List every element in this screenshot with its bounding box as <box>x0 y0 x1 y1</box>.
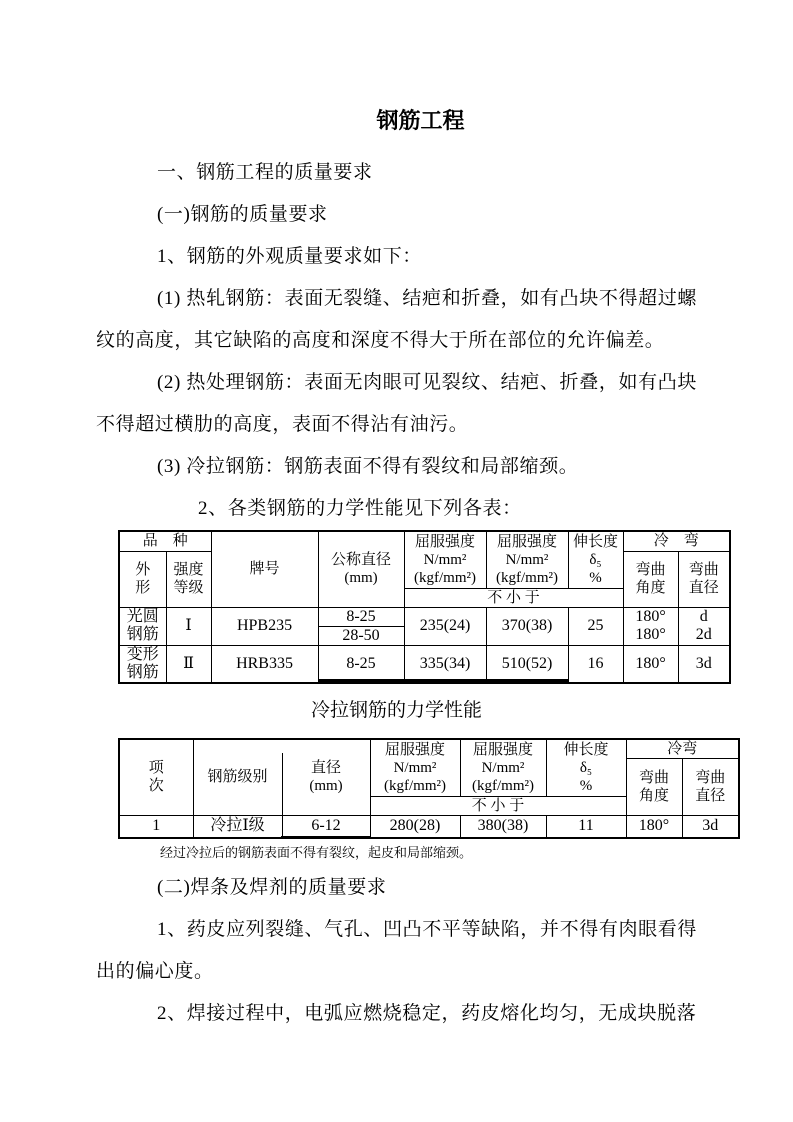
after-tables-section <box>96 867 697 1035</box>
t2-header-diameter <box>282 739 370 816</box>
t1-header-bend-diameter <box>678 551 730 607</box>
t1-header-elongation-line3: % <box>589 569 602 586</box>
t2-header-bend-angle-line1: 弯曲 <box>638 769 669 786</box>
t1-row2-brand: HRB335 <box>211 645 318 683</box>
paragraph-subsection-1: (一)钢筋的质量要求 <box>157 204 328 225</box>
t2-row-level: 冷拉Ⅰ级 <box>193 815 282 838</box>
t1-row1-shape <box>119 607 166 645</box>
t2-header-item-line1: 项 <box>148 760 164 776</box>
t1-header-diameter-line2: (mm) <box>344 570 378 587</box>
t1-row1-bend-diameter-line2: 2d <box>695 626 712 643</box>
t1-header-bend-diameter-line1: 弯曲 <box>688 562 719 578</box>
table2-note: 经过冷拉后的钢筋表面不得有裂纹，起皮和局部缩颈。 <box>160 845 473 860</box>
t2-header-elongation <box>546 739 626 797</box>
t1-row1-bend-diameter-line1: d <box>699 608 708 625</box>
t1-header-cold-bend: 冷 弯 <box>623 531 730 551</box>
paragraph-section-1: 一、钢筋工程的质量要求 <box>157 162 373 183</box>
t1-row1-diameter-a: 8-25 <box>318 607 404 626</box>
t1-header-bend-angle-line2: 角度 <box>635 580 666 596</box>
t1-header-yield1 <box>404 531 486 588</box>
t2-header-yield2-line2: N/mm² <box>481 759 525 776</box>
t2-header-bend-angle <box>626 758 682 815</box>
t1-row1-yield1: 235(24) <box>404 607 486 645</box>
t1-header-bend-angle-line1: 弯曲 <box>635 562 666 578</box>
t2-header-bend-diameter-line2: 直径 <box>695 787 726 804</box>
t1-row1-bend-angle <box>623 607 678 645</box>
t2-row-bend-diameter: 3d <box>682 815 739 838</box>
t1-row2-elongation: 16 <box>568 645 623 683</box>
t1-header-shape-line1: 外 <box>135 562 151 578</box>
t2-row-diameter: 6-12 <box>282 815 370 838</box>
t1-row1-elongation: 25 <box>568 607 623 645</box>
t1-header-yield1-line2: N/mm² <box>423 551 467 568</box>
t1-header-shape <box>119 551 166 607</box>
t1-row1-grade: Ⅰ <box>166 607 211 645</box>
t1-header-elongation-line2: δ₅ <box>589 551 602 568</box>
table2-bottom-border-artifact <box>281 836 371 839</box>
t1-row1-shape-line1: 光圆 <box>126 608 159 625</box>
t1-header-yield1-line3: (kgf/mm²) <box>414 569 477 586</box>
t2-header-diameter-line2: (mm) <box>309 778 343 794</box>
table2-top-border-gap <box>280 740 283 753</box>
t1-row2-diameter: 8-25 <box>318 645 404 683</box>
t1-header-not-less-than: 不 小 于 <box>404 588 623 607</box>
t2-header-yield1 <box>370 739 460 797</box>
t2-header-elongation-line2: δ₅ <box>579 759 593 776</box>
t2-row-yield1: 280(28) <box>370 815 460 838</box>
t2-row-item: 1 <box>119 815 193 838</box>
t1-row2-shape-line1: 变形 <box>126 645 159 663</box>
t1-header-brand: 牌号 <box>211 531 318 607</box>
t2-header-yield2-line1: 屈服强度 <box>472 741 533 758</box>
table1-bottom-border-artifact <box>319 679 569 682</box>
table1-wrapper <box>118 530 719 684</box>
t1-row1-bend-angle-line2: 180° <box>635 626 666 643</box>
paragraph-item-2: 2、各类钢筋的力学性能见下列各表： <box>198 498 522 519</box>
t1-row2-bend-angle: 180° <box>623 645 678 683</box>
paragraph-hot-rolled: (1) 热轧钢筋：表面无裂缝、结疤和折叠，如有凸块不得超过螺纹的高度，其它缺陷的高度和深度不得大于所在部位的允许偏差。 <box>96 288 697 351</box>
t2-header-yield2-line3: (kgf/mm²) <box>472 777 534 794</box>
t1-header-yield2 <box>486 531 568 588</box>
t1-header-elongation <box>568 531 623 588</box>
document-content <box>96 152 726 1035</box>
t1-header-yield1-line1: 屈服强度 <box>415 533 476 550</box>
t1-row1-yield2: 370(38) <box>486 607 568 645</box>
t1-header-bend-angle <box>623 551 678 607</box>
t2-header-bend-angle-line2: 角度 <box>638 787 669 804</box>
t1-header-bend-diameter-line2: 直径 <box>688 580 719 596</box>
t1-header-diameter-line1: 公称直径 <box>331 552 392 569</box>
paragraph-welding-process: 2、焊接过程中，电弧应燃烧稳定，药皮熔化均匀，无成块脱落 <box>157 1003 697 1024</box>
paragraph-heat-treated: (2) 热处理钢筋：表面无肉眼可见裂纹、结疤、折叠，如有凸块不得超过横肋的高度，表面不得沾有油污。 <box>96 372 697 435</box>
table2-wrapper <box>118 738 726 840</box>
t2-header-item-line2: 次 <box>148 778 164 794</box>
t1-header-yield2-line1: 屈服强度 <box>497 533 558 550</box>
t2-header-yield2 <box>460 739 546 797</box>
t1-row2-yield2: 510(52) <box>486 645 568 683</box>
t1-row1-diameter-b: 28-50 <box>318 626 404 645</box>
document-title: 钢筋工程 <box>376 108 465 133</box>
t2-header-diameter-line1: 直径 <box>310 760 341 776</box>
t2-header-item <box>119 739 193 816</box>
t1-header-yield2-line2: N/mm² <box>505 551 549 568</box>
t1-row2-grade: Ⅱ <box>166 645 211 683</box>
t2-header-yield1-line3: (kgf/mm²) <box>384 777 446 794</box>
paragraph-subsection-2: (二)焊条及焊剂的质量要求 <box>157 877 387 898</box>
table2-caption: 冷拉钢筋的力学性能 <box>310 699 482 721</box>
t1-header-diameter <box>318 531 404 607</box>
t1-row1-brand: HPB235 <box>211 607 318 645</box>
t1-row1-shape-line2: 钢筋 <box>126 626 159 643</box>
t1-header-yield2-line3: (kgf/mm²) <box>496 569 559 586</box>
t2-header-bend-diameter-line1: 弯曲 <box>695 769 726 786</box>
t2-row-bend-angle: 180° <box>626 815 682 838</box>
rebar-mechanical-properties-table <box>118 530 731 684</box>
t2-header-not-less-than: 不 小 于 <box>370 796 626 815</box>
t2-header-cold-bend: 冷弯 <box>626 739 739 759</box>
t2-header-bend-diameter <box>682 758 739 815</box>
t1-row2-bend-diameter: 3d <box>678 645 730 683</box>
t1-header-shape-line2: 形 <box>135 580 151 596</box>
t2-header-yield1-line2: N/mm² <box>393 759 437 776</box>
t2-row-elongation: 11 <box>546 815 626 838</box>
t2-header-yield1-line1: 屈服强度 <box>384 741 445 758</box>
paragraph-cold-drawn: (3) 冷拉钢筋：钢筋表面不得有裂纹和局部缩颈。 <box>157 456 579 477</box>
t1-row2-yield1: 335(34) <box>404 645 486 683</box>
t1-row1-bend-angle-line1: 180° <box>635 608 666 625</box>
t2-header-elongation-line1: 伸长度 <box>563 741 609 758</box>
cold-drawn-rebar-table <box>118 738 740 840</box>
t1-header-species: 品 种 <box>119 531 211 551</box>
t1-header-elongation-line1: 伸长度 <box>573 533 619 550</box>
t1-row2-shape-line2: 钢筋 <box>126 663 159 681</box>
paragraph-item-1: 1、钢筋的外观质量要求如下： <box>157 246 422 267</box>
t2-header-elongation-line3: % <box>579 777 593 794</box>
t2-row-yield2: 380(38) <box>460 815 546 838</box>
t1-header-grade-level: 强度等级 <box>166 551 211 607</box>
t1-row1-bend-diameter <box>678 607 730 645</box>
t1-row2-shape <box>119 645 166 683</box>
paragraph-electrode-coating: 1、药皮应列裂缝、气孔、凹凸不平等缺陷，并不得有肉眼看得出的偏心度。 <box>96 919 697 982</box>
t2-header-rebar-level: 钢筋级别 <box>193 739 282 816</box>
